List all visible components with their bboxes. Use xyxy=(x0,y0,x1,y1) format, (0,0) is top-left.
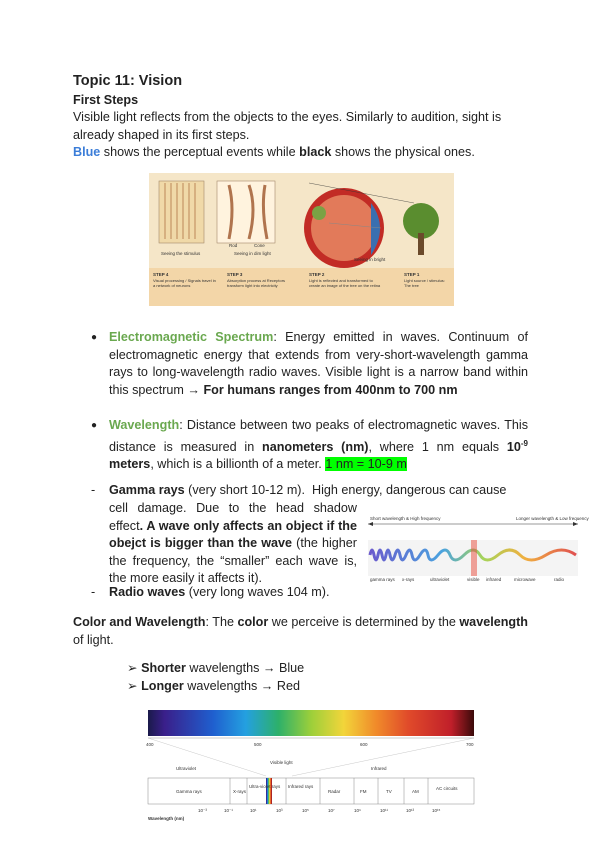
tick-400: 400 xyxy=(146,742,154,747)
bullet-dot: ● xyxy=(91,420,98,431)
svg-text:10³: 10³ xyxy=(276,808,283,813)
svg-text:10⁻³: 10⁻³ xyxy=(198,808,207,813)
step4-text: Visual processing / Signals travel in a network of neurons xyxy=(153,278,216,288)
svg-text:10¹³: 10¹³ xyxy=(406,808,415,813)
blue-word: Blue xyxy=(73,145,101,159)
color-wavelength-paragraph: Color and Wavelength: The color we perceive is determined by the wavelength of light. xyxy=(73,615,528,647)
band3-xrays: X-rays xyxy=(233,789,247,794)
legend-sentence: Blue shows the perceptual events while black shows the physical ones. xyxy=(73,145,475,159)
region-visible: Visible light xyxy=(270,760,293,765)
step3-label: STEP 3 xyxy=(227,272,243,277)
svg-text:10¹: 10¹ xyxy=(250,808,257,813)
step1-label: STEP 1 xyxy=(404,272,420,277)
step3-text: Absorption process at Receptors transform light into electricity xyxy=(227,278,286,288)
long-wave-note: Longer wavelength & Low frequency xyxy=(516,516,589,521)
band3-tv: TV xyxy=(386,789,392,794)
step2-text: Light is reflected and transformed to create an image of the tree on the retina xyxy=(309,278,381,288)
bullet-wavelength: Wavelength: Distance between two peaks of electromagnetic waves. This distance is measured in nanometers (nm), where 1 nm equals $10^{-9}$ meters, which is a billionth of a meter. 1 nm = 10-9 m xyxy=(109,418,528,472)
shorter-item: ➢ Shorter wavelengths → Blue xyxy=(127,661,305,675)
intro-paragraph xyxy=(73,109,528,144)
svg-text:10¹¹: 10¹¹ xyxy=(380,808,389,813)
step1-text: Light source / stimulus: The tree xyxy=(404,278,445,288)
svg-text:10⁹: 10⁹ xyxy=(354,808,361,813)
tick-700: 700 xyxy=(466,742,474,747)
vision-steps-figure xyxy=(149,173,454,306)
short-wave-note: Short wavelength & High frequency xyxy=(370,516,441,521)
tick-600: 600 xyxy=(360,742,368,747)
caption-rod: Rod xyxy=(229,243,238,248)
wave-spectrum-figure xyxy=(366,515,589,585)
band3-am: AM xyxy=(412,789,419,794)
band-xrays: x-rays xyxy=(402,577,415,582)
step2-label: STEP 2 xyxy=(309,272,325,277)
svg-text:10⁻¹: 10⁻¹ xyxy=(224,808,233,813)
band-infrared: infrared xyxy=(486,577,502,582)
axis-label: Wavelength (nm) xyxy=(148,816,185,821)
svg-text:10¹⁵: 10¹⁵ xyxy=(432,808,441,813)
band3-ac: AC circuits xyxy=(436,786,458,791)
band-gamma: gamma rays xyxy=(370,577,395,582)
caption-dim: Seeing in dim light xyxy=(234,251,271,256)
step4-label: STEP 4 xyxy=(153,272,169,277)
intro-text: Visible light reflects from the objects to the eyes. Similarly to audition, sight is already shaped in its first steps. xyxy=(73,110,502,142)
svg-text:10⁷: 10⁷ xyxy=(328,808,335,813)
band-radio: radio xyxy=(554,577,565,582)
radio-waves-item: Radio waves (very long waves 104 m). xyxy=(109,585,330,599)
gamma-rest: cell damage. Due to the head shadow effect. A wave only affects an object if the obejct is bigger than the wave (the higher the frequency, the “smaller” each wave is, the more easily it affects it). xyxy=(109,501,357,586)
band-uv: ultraviolet xyxy=(430,577,450,582)
caption-stimulus: Seeing the stimulus xyxy=(161,251,201,256)
caption-bright: Seeing in bright xyxy=(354,257,386,262)
black-word: black xyxy=(299,145,332,159)
band-visible: visible xyxy=(467,577,480,582)
nm-highlight: 1 nm = 10-9 m xyxy=(325,457,407,472)
longer-item: ➢ Longer wavelengths → Red xyxy=(127,679,300,693)
band3-uv: Ultra-violet rays xyxy=(249,784,281,789)
band3-gamma: Gamma rays xyxy=(176,789,202,794)
page-title: Topic 11: Vision xyxy=(73,73,183,89)
region-uv: Ultraviolet xyxy=(176,766,197,771)
band3-ir: Infrared rays xyxy=(288,784,314,789)
tick-500: 500 xyxy=(254,742,262,747)
band3-fm: FM xyxy=(360,789,367,794)
em-spectrum-figure xyxy=(146,708,476,823)
caption-cone: Cone xyxy=(254,243,265,248)
band-microwave: microwave xyxy=(514,577,536,582)
bullet-em-spectrum: Electromagnetic Spectrum: Energy emitted in waves. Continuum of electromagnetic energy that extends from very-short-wavelength gamma rays to long-wavelength radio waves. Visible light is a narrow band within this spectrum → For humans ranges from 400nm to 700 nm xyxy=(109,330,528,397)
region-ir: Infrared xyxy=(371,766,387,771)
arrow-icon: ➢ xyxy=(127,661,142,675)
band3-radar: Radar xyxy=(328,789,341,794)
bullet-dot: ● xyxy=(91,332,98,343)
svg-text:10⁵: 10⁵ xyxy=(302,808,309,813)
section-subtitle: First Steps xyxy=(73,93,139,107)
em-title: Electromagnetic Spectrum xyxy=(109,330,274,344)
wl-title: Wavelength xyxy=(109,418,180,432)
arrow-icon: ➢ xyxy=(127,679,142,693)
gamma-line1: Gamma rays (very short 10-12 m). High energy, dangerous can cause xyxy=(109,483,507,497)
